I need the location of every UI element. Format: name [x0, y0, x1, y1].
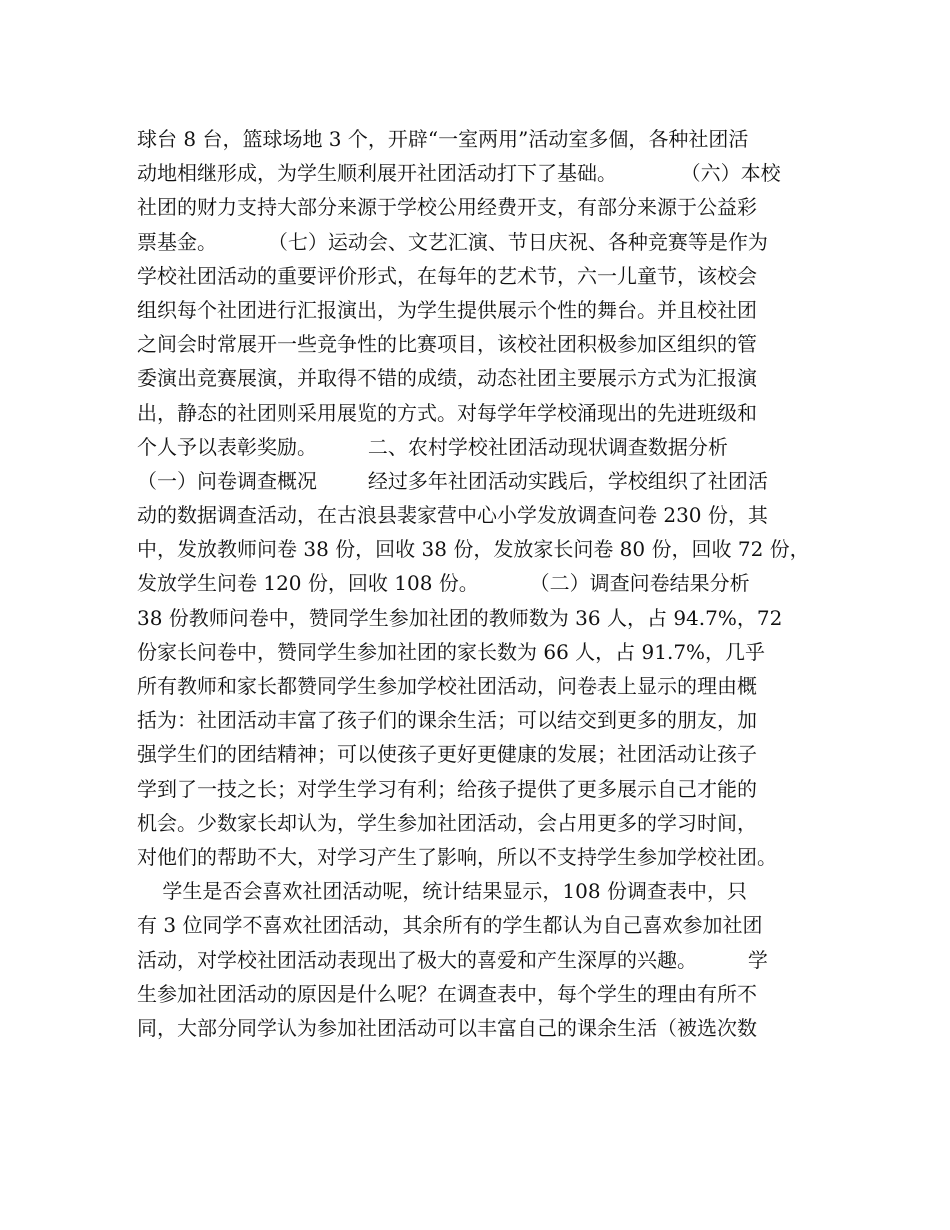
- text-line: 个人予以表彰奖励。 二、农村学校社团活动现状调查数据分析: [137, 434, 728, 459]
- text-line: 发放学生问卷 120 份，回收 108 份。 （二）调查问卷结果分析: [137, 571, 750, 596]
- text-line: 球台 8 台，篮球场地 3 个，开辟“一室两用”活动室多個，各种社团活: [137, 127, 749, 151]
- text-line: 组织每个社团进行汇报演出，为学生提供展示个性的舞台。并且校社团: [137, 297, 757, 322]
- text-line: 38 份教师问卷中，赞同学生参加社团的教师数为 36 人，占 94.7%，72: [137, 605, 783, 630]
- text-line: 学校社团活动的重要评价形式，在每年的艺术节，六一儿童节，该校会: [137, 263, 757, 288]
- text-line: 机会。少数家长却认为，学生参加社团活动，会占用更多的学习时间，: [137, 810, 757, 835]
- text-line: 学到了一技之长；对学生学习有利；给孩子提供了更多展示自己才能的: [137, 776, 757, 801]
- text-line: 动的数据调查活动，在古浪县裴家营中心小学发放调查问卷 230 份，其: [137, 503, 768, 528]
- text-line: （一）问卷调查概况 经过多年社团活动实践后，学校组织了社团活: [137, 468, 768, 493]
- text-line: 活动，对学校社团活动表现出了极大的喜爱和产生深厚的兴趣。 学: [137, 947, 768, 972]
- text-line: 份家长问卷中，赞同学生参加社团的家长数为 66 人，占 91.7%，几乎: [137, 639, 766, 664]
- text-line: 出，静态的社团则采用展览的方式。对每学年学校涌现出的先进班级和: [137, 400, 757, 425]
- text-line: 生参加社团活动的原因是什么呢？在调查表中，每个学生的理由有所不: [137, 981, 757, 1006]
- text-line: 学生是否会喜欢社团活动呢，统计结果显示，108 份调查表中，只: [137, 879, 747, 904]
- text-line: 之间会时常展开一些竞争性的比赛项目，该校社团积极参加区组织的管: [137, 332, 757, 357]
- body-text: [137, 122, 827, 1045]
- text-line: 中，发放教师问卷 38 份，回收 38 份，发放家长问卷 80 份，回收 72 份，: [137, 537, 810, 562]
- text-line: 票基金。 （七）运动会、文艺汇演、节日庆祝、各种竞赛等是作为: [137, 229, 768, 254]
- text-line: 动地相继形成，为学生顺利展开社团活动打下了基础。 （六）本校: [137, 161, 781, 186]
- text-line: 所有教师和家长都赞同学生参加学校社团活动，问卷表上显示的理由概: [137, 674, 757, 698]
- text-line: 同，大部分同学认为参加社团活动可以丰富自己的课余生活（被选次数: [137, 1015, 757, 1040]
- text-line: 社团的财力支持大部分来源于学校公用经费开支，有部分来源于公益彩: [137, 195, 757, 220]
- text-line: 对他们的帮助不大，对学习产生了影响，所以不支持学生参加学校社团。: [137, 844, 777, 869]
- text-line: 括为：社团活动丰富了孩子们的课余生活；可以结交到更多的朋友，加: [137, 708, 757, 733]
- text-line: 强学生们的团结精神；可以使孩子更好更健康的发展；社团活动让孩子: [137, 742, 757, 767]
- text-line: 有 3 位同学不喜欢社团活动，其余所有的学生都认为自己喜欢参加社团: [137, 913, 763, 938]
- text-line: 委演出竞赛展演，并取得不错的成绩，动态社团主要展示方式为汇报演: [137, 366, 757, 391]
